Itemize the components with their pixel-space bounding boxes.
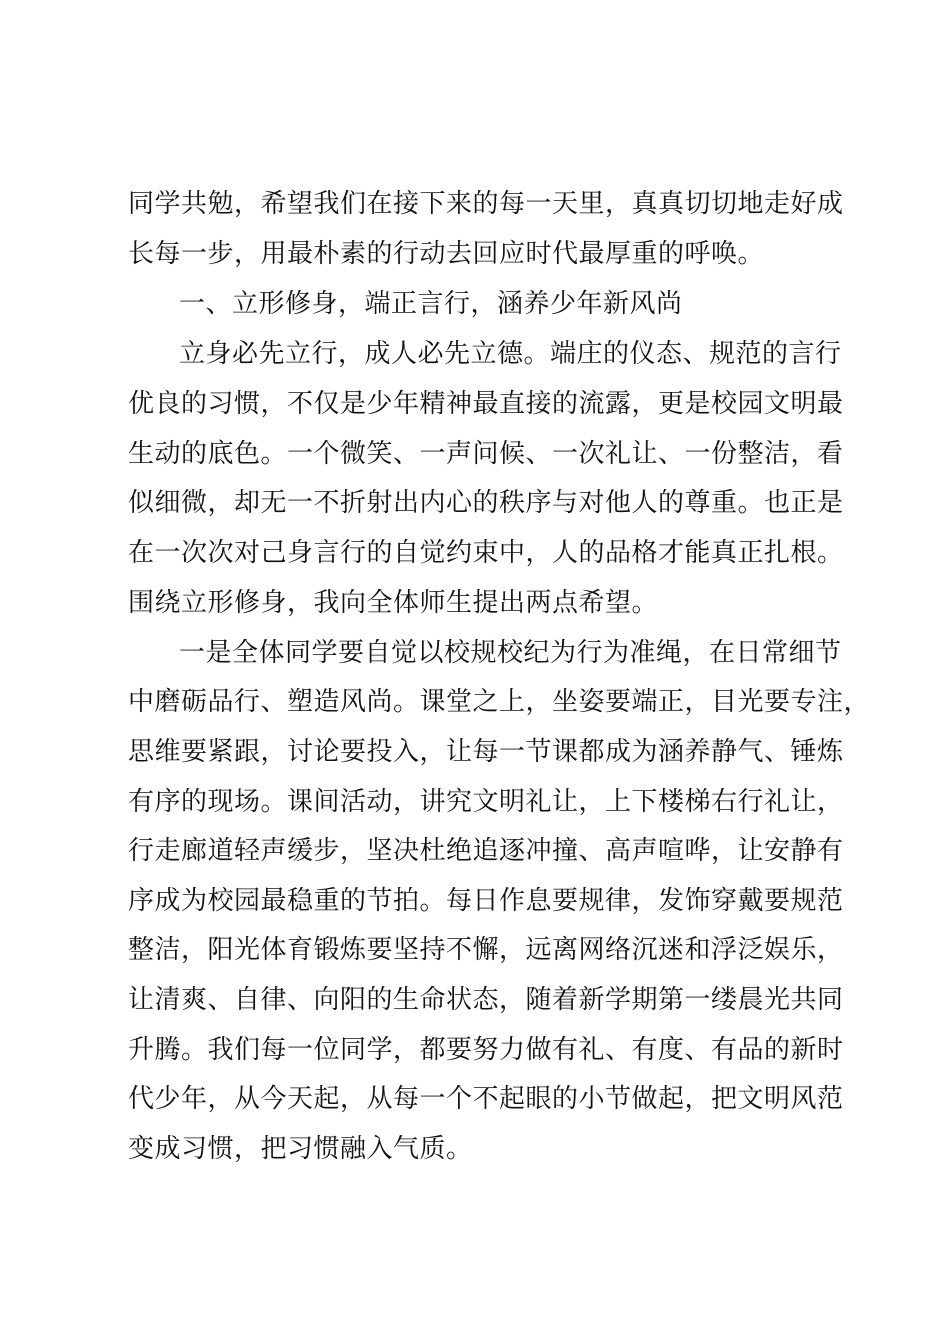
text-line: 似细微，却无一不折射出内心的秩序与对他人的尊重。也正是 — [128, 488, 844, 518]
text-line: 整洁，阳光体育锻炼要坚持不懈，远离网络沉迷和浮泛娱乐， — [128, 935, 844, 965]
text-line: 立身必先立行，成人必先立德。端庄的仪态、规范的言行 — [179, 339, 842, 369]
section-heading: 一、立形修身，端正言行，涵养少年新风尚 — [179, 289, 683, 319]
text-line: 长每一步，用最朴素的行动去回应时代最厚重的呼唤。 — [128, 239, 765, 269]
text-line: 行走廊道轻声缓步，坚决杜绝追逐冲撞、高声喧哗，让安静有 — [128, 836, 844, 866]
text-line: 围绕立形修身，我向全体师生提出两点希望。 — [128, 588, 659, 618]
text-line: 序成为校园最稳重的节拍。每日作息要规律，发饰穿戴要规范 — [128, 886, 844, 916]
text-line: 思维要紧跟，讨论要投入，让每一节课都成为涵养静气、锤炼 — [128, 737, 844, 767]
text-line: 在一次次对己身言行的自觉约束中，人的品格才能真正扎根。 — [128, 538, 844, 568]
text-line: 让清爽、自律、向阳的生命状态，随着新学期第一缕晨光共同 — [128, 985, 844, 1015]
text-line: 一是全体同学要自觉以校规校纪为行为准绳，在日常细节 — [179, 638, 842, 668]
text-line: 生动的底色。一个微笑、一声问候、一次礼让、一份整洁，看 — [128, 439, 844, 469]
text-line: 同学共勉，希望我们在接下来的每一天里，真真切切地走好成 — [128, 189, 844, 219]
text-line: 有序的现场。课间活动，讲究文明礼让，上下楼梯右行礼让， — [128, 787, 844, 817]
text-line: 变成习惯，把习惯融入气质。 — [128, 1134, 473, 1164]
text-line: 中磨砺品行、塑造风尚。课堂之上，坐姿要端正，目光要专注， — [128, 687, 871, 717]
text-line: 代少年，从今天起，从每一个不起眼的小节做起，把文明风范 — [128, 1084, 844, 1114]
text-line: 升腾。我们每一位同学，都要努力做有礼、有度、有品的新时 — [128, 1035, 844, 1065]
text-line: 优良的习惯，不仅是少年精神最直接的流露，更是校园文明最 — [128, 389, 844, 419]
